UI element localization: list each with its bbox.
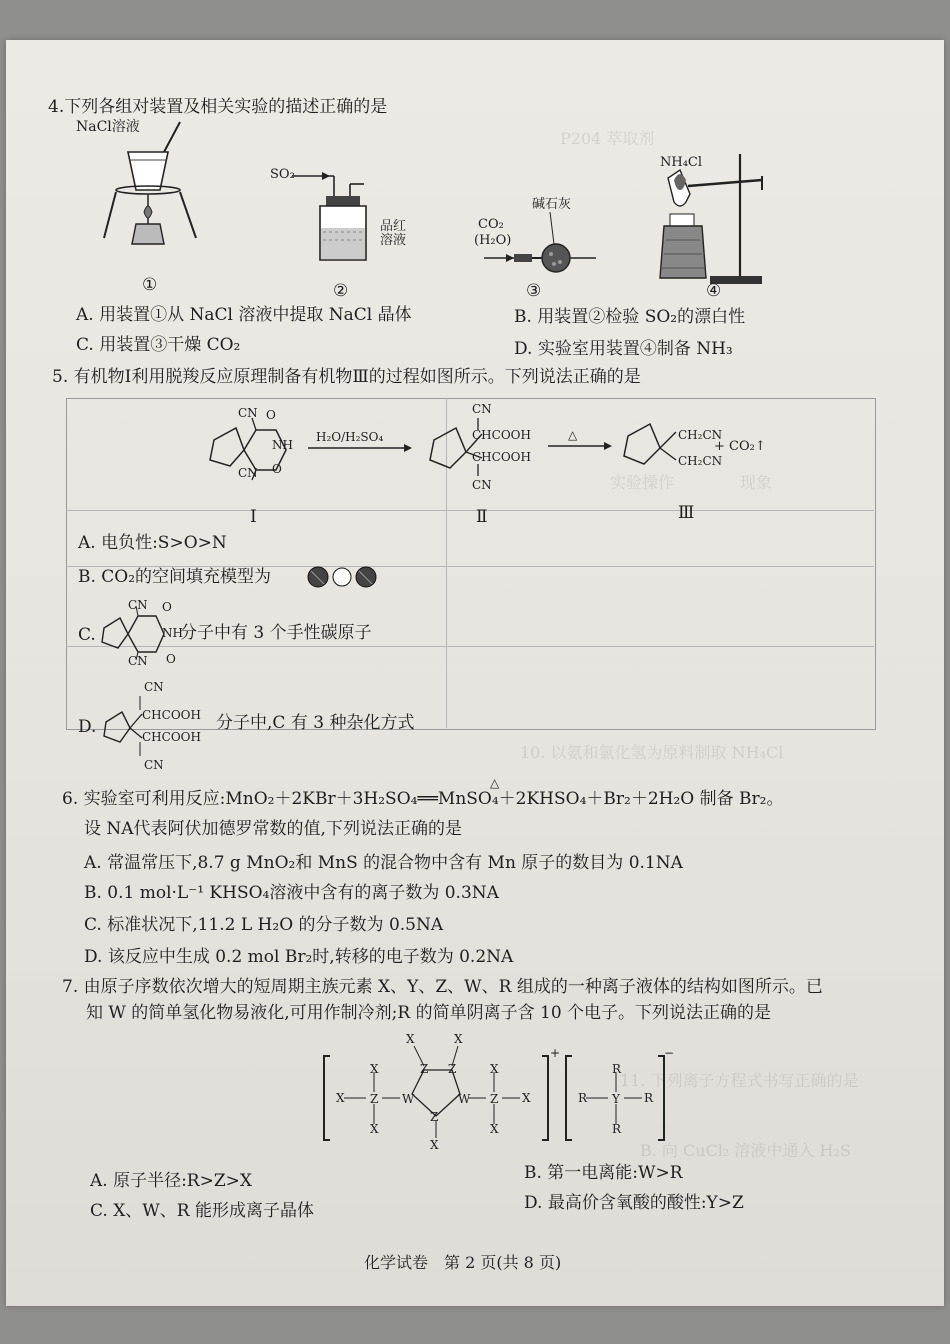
q4-option-c: C. 用装置③干燥 CO₂ [76,335,241,355]
q6-line-1: 6. 实验室可利用反应:MnO₂＋2KBr＋3H₂SO₄══MnSO₄＋2KHSO₄＋Br₂＋2H₂O 制备 Br₂。 [62,789,784,809]
q7-option-b: B. 第一电离能:W>R [524,1163,683,1183]
q5-label-iii: Ⅲ [678,503,695,523]
apparatus-1-evaporation [100,120,220,270]
q7-line-1: 7. 由原子序数依次增大的短周期主族元素 X、Y、Z、W、R 组成的一种离子液体的结构如图所示。已 [62,977,823,997]
show-through-text: 实验操作 [610,473,675,492]
q5-c-o-bottom: O [166,652,176,666]
atom-z: Z [490,1092,499,1106]
atom-r: R [612,1122,622,1136]
label-so2: SO₂ [270,167,295,182]
q5-option-a: A. 电负性:S>O>N [78,533,227,553]
q5-stem: 5. 有机物Ⅰ利用脱羧反应原理制备有机物Ⅲ的过程如图所示。下列说法正确的是 [52,367,641,387]
label-co2: CO₂ [478,217,504,232]
label-pinhong-solution: 品红溶液 [380,219,407,248]
q5-label-i: Ⅰ [250,507,257,527]
q5-co2-product: + CO₂↑ [714,439,766,454]
show-through-text: P204 萃取剂 [560,129,655,148]
q5-ii-cn-bottom: CN [472,478,492,492]
q5-i-o-top: O [266,408,276,422]
label-soda-lime: 碱石灰 [532,197,572,212]
apparatus-4-test-tube-heating [650,150,780,290]
q6-option-a: A. 常温常压下,8.7 g MnO₂和 MnS 的混合物中含有 Mn 原子的数目为 0.1NA [84,853,683,873]
q7-option-a: A. 原子半径:R>Z>X [90,1171,253,1191]
q6-option-c: C. 标准状况下,11.2 L H₂O 的分子数为 0.5NA [84,915,444,935]
show-through-text: 11. 下列离子方程式书写正确的是 [620,1071,859,1090]
apparatus-number-4: ④ [706,281,722,301]
atom-x: X [370,1062,379,1076]
q5-d-chcooh-top: CHCOOH [142,708,201,722]
q4-stem: 4.下列各组对装置及相关实验的描述正确的是 [48,97,388,117]
q5-i-cn-bottom: CN [238,466,258,480]
atom-z: Z [370,1092,379,1106]
q5-ii-chcooh-top: CHCOOH [472,428,531,442]
show-through-text: 现象 [740,473,773,492]
q7-option-c: C. X、W、R 能形成离子晶体 [90,1201,314,1221]
apparatus-3-drying-tube [484,206,604,286]
q5-option-c: 分子中有 3 个手性碳原子 [180,623,372,643]
q5-ii-chcooh-bottom: CHCOOH [472,450,531,464]
q6-option-d: D. 该反应中生成 0.2 mol Br₂时,转移的电子数为 0.2NA [84,947,514,967]
q5-iii-ch2cn-top: CH₂CN [678,428,723,442]
q6-line-2: 设 NA代表阿伏加德罗常数的值,下列说法正确的是 [84,819,462,839]
atom-x: X [490,1122,499,1136]
q5-i-nh: NH [272,438,293,452]
label-nh4cl: NH₄Cl [660,155,703,170]
q5-d-chcooh-bottom: CHCOOH [142,730,201,744]
q5-iii-ch2cn-bottom: CH₂CN [678,454,723,468]
q4-option-a: A. 用装置①从 NaCl 溶液中提取 NaCl 晶体 [76,305,412,325]
q5-option-d: 分子中,C 有 3 种杂化方式 [216,713,415,733]
atom-w: W [402,1092,415,1106]
table-rule [66,646,874,647]
atom-w: W [458,1092,471,1106]
q7-line-2: 知 W 的简单氢化物易液化,可用作制冷剂;R 的简单阴离子含 10 个电子。下列说法正确的是 [86,1003,772,1023]
q5-ii-cn-top: CN [472,402,492,416]
anion-charge: − [664,1046,675,1060]
atom-z: Z [430,1110,439,1124]
q5-option-b: B. CO₂的空间填充模型为 [78,567,272,587]
q5-option-d-prefix: D. [78,717,97,737]
label-h2o: (H₂O) [474,233,512,248]
q5-heat-symbol: △ [568,428,578,442]
q5-d-cn-top: CN [144,680,164,694]
atom-z: Z [420,1062,429,1076]
q5-c-o-top: O [162,600,172,614]
q4-option-d: D. 实验室用装置④制备 NH₃ [514,339,733,359]
atom-x: X [370,1122,379,1136]
q5-c-nh: NH [162,626,183,640]
apparatus-number-3: ③ [526,281,542,301]
atom-x: X [430,1138,439,1152]
q5-label-ii: Ⅱ [476,507,488,527]
page-footer: 化学试卷 第 2 页(共 8 页) [364,1253,562,1272]
q7-option-d: D. 最高价含氧酸的酸性:Y>Z [524,1193,744,1213]
cation-charge: + [550,1046,561,1060]
q5-i-cn-top: CN [238,406,258,420]
q5-reagent: H₂O/H₂SO₄ [316,430,384,444]
q6-heat-symbol: △ [490,776,500,790]
atom-x: X [336,1091,345,1105]
q6-option-b: B. 0.1 mol·L⁻¹ KHSO₄溶液中含有的离子数为 0.3NA [84,883,499,903]
atom-x: X [406,1032,415,1046]
q5-i-o-bottom: O [272,462,282,476]
q5-option-c-prefix: C. [78,625,96,645]
show-through-text: B. 向 CuCl₂ 溶液中通入 H₂S [640,1141,851,1160]
atom-y: Y [612,1092,620,1106]
atom-r: R [612,1062,622,1076]
apparatus-number-1: ① [142,275,158,295]
label-nacl-solution: NaCl溶液 [76,119,140,135]
atom-z: Z [448,1062,457,1076]
co2-space-filling-model [306,566,378,588]
atom-r: R [578,1091,588,1105]
atom-x: X [490,1062,499,1076]
q5-c-cn-bottom: CN [128,654,148,668]
q5-d-cn-bottom: CN [144,758,164,772]
atom-r: R [644,1091,654,1105]
q5-c-cn-top: CN [128,598,148,612]
q4-option-b: B. 用装置②检验 SO₂的漂白性 [514,307,746,327]
apparatus-number-2: ② [333,281,349,301]
atom-x: X [522,1091,531,1105]
show-through-text: 10. 以氨和氯化氢为原料制取 NH₄Cl [520,743,784,762]
atom-x: X [454,1032,463,1046]
